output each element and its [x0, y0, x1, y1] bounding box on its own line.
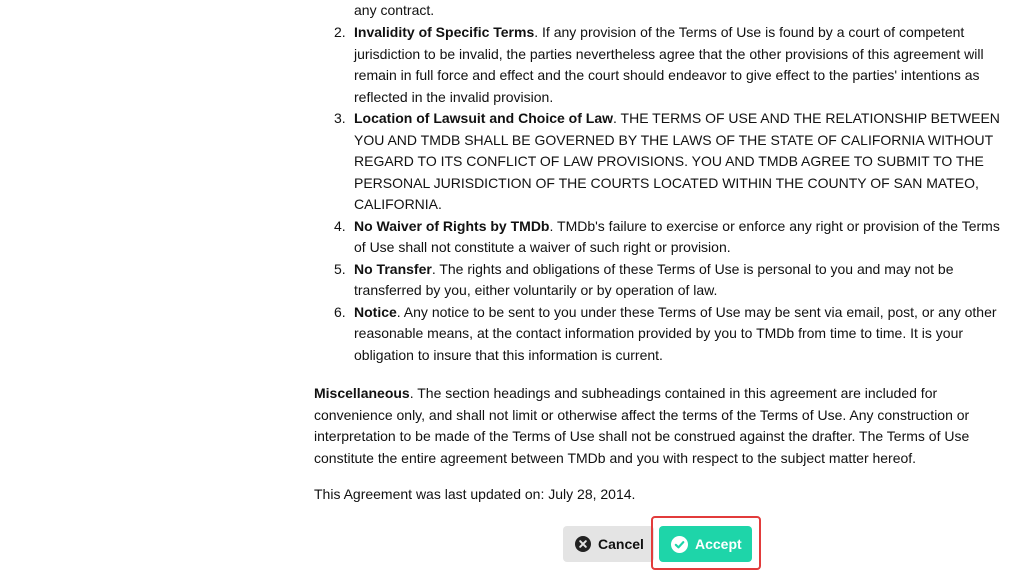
term-number: 5. — [334, 260, 346, 277]
term-heading: No Transfer — [354, 260, 432, 277]
term-item — [314, 216, 1004, 259]
misc-text: . The section headings and subheadings contained in this agreement are included for convenience only, and shall not limit or otherwise affect the terms of the Terms of Use. Any construction or interpretation to be made of the Terms of Use shall not be construed against the drafter. The Terms of Use constitute the entire agreement between TMDb and you with respect to the subject matter hereof. — [314, 385, 970, 466]
term-number: 3. — [334, 110, 346, 126]
accept-button[interactable] — [659, 526, 752, 562]
term-heading: No Waiver of Rights by TMDb — [354, 217, 550, 234]
cancel-button[interactable] — [563, 526, 654, 562]
term-text: . If any provision of the Terms of Use is found by a court of competent jurisdiction to be invalid, the parties nevertheless agree that the other provisions of this agreement will remain in full force and effect and the court should endeavor to give effect to the parties' intentions as reflected in the invalid provision. — [354, 24, 984, 105]
term-item — [314, 302, 1004, 367]
cancel-label: Cancel — [598, 536, 644, 552]
term-heading: Location of Lawsuit and Choice of Law — [354, 110, 614, 126]
miscellaneous-paragraph — [314, 383, 994, 469]
term-item — [314, 108, 1004, 216]
term-number: 6. — [334, 303, 346, 320]
term-item — [314, 22, 1004, 108]
term-text: . Any notice to be sent to you under these Terms of Use may be sent via email, post, or any other reasonable means, at the contact information provided by you to TMDb from time to time. It is your obligation to insure that this information is current. — [354, 303, 997, 363]
term-item — [314, 259, 1004, 302]
accept-label: Accept — [695, 536, 742, 552]
last-updated-text: This Agreement was last updated on: July 28, 2014. — [314, 486, 636, 502]
misc-heading: Miscellaneous — [314, 385, 410, 401]
term-heading: Invalidity of Specific Terms — [354, 24, 535, 40]
times-circle-icon — [575, 536, 591, 552]
term-text: . TMDb's failure to exercise or enforce any right or provision of the Terms of Use shall not constitute a waiver of such right or provision. — [354, 217, 1000, 255]
term-heading: Notice — [354, 303, 397, 320]
term-number: 4. — [334, 217, 346, 234]
check-circle-icon — [671, 536, 688, 553]
terms-list — [314, 22, 1004, 366]
intro-tail-text: any contract. — [354, 2, 435, 18]
term-number: 2. — [334, 24, 346, 40]
term-text: . THE TERMS OF USE AND THE RELATIONSHIP BETWEEN YOU AND TMDB SHALL BE GOVERNED BY THE LAWS OF THE STATE OF CALIFORNIA WITHOUT REGARD TO ITS CONFLICT OF LAW PROVISIONS. YOU AND TMDB AGREE TO SUBMIT TO THE PERSONAL JURISDICTION OF THE COURTS LOCATED WITHIN THE COUNTY OF SAN MATEO, CALIFORNIA. — [354, 110, 1000, 212]
term-text: . The rights and obligations of these Terms of Use is personal to you and may not be transferred by you, either voluntarily or by operation of law. — [354, 260, 954, 298]
